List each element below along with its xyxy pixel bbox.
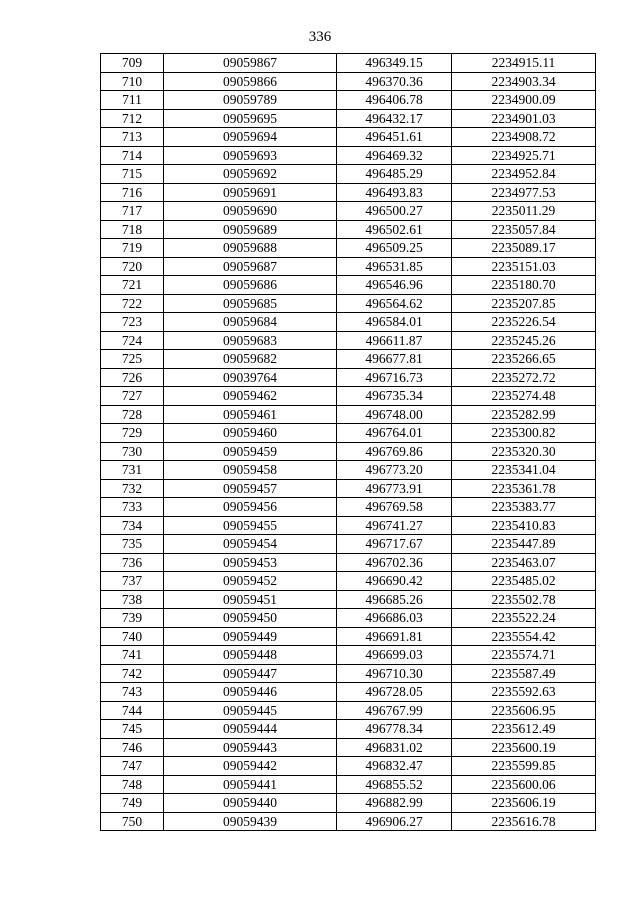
table-row (101, 683, 596, 702)
row-index-cell: 735 (101, 535, 164, 554)
table-row (101, 498, 596, 517)
x-coordinate-cell: 496882.99 (337, 794, 452, 813)
y-coordinate-cell: 2235245.26 (452, 331, 596, 350)
point-id-cell: 09059686 (164, 276, 337, 295)
table-row (101, 331, 596, 350)
table-row (101, 276, 596, 295)
table-row (101, 590, 596, 609)
point-id-cell: 09059452 (164, 572, 337, 591)
y-coordinate-cell: 2235300.82 (452, 424, 596, 443)
y-coordinate-cell: 2235600.19 (452, 738, 596, 757)
row-index-cell: 724 (101, 331, 164, 350)
y-coordinate-cell: 2235274.48 (452, 387, 596, 406)
y-coordinate-cell: 2235341.04 (452, 461, 596, 480)
coordinates-table-body (101, 54, 596, 831)
point-id-cell: 09059445 (164, 701, 337, 720)
table-row (101, 54, 596, 73)
row-index-cell: 732 (101, 479, 164, 498)
x-coordinate-cell: 496741.27 (337, 516, 452, 535)
row-index-cell: 731 (101, 461, 164, 480)
x-coordinate-cell: 496769.58 (337, 498, 452, 517)
y-coordinate-cell: 2235574.71 (452, 646, 596, 665)
x-coordinate-cell: 496686.03 (337, 609, 452, 628)
y-coordinate-cell: 2235011.29 (452, 202, 596, 221)
x-coordinate-cell: 496769.86 (337, 442, 452, 461)
y-coordinate-cell: 2234908.72 (452, 128, 596, 147)
x-coordinate-cell: 496485.29 (337, 165, 452, 184)
y-coordinate-cell: 2235151.03 (452, 257, 596, 276)
row-index-cell: 745 (101, 720, 164, 739)
table-row (101, 109, 596, 128)
point-id-cell: 09059691 (164, 183, 337, 202)
x-coordinate-cell: 496502.61 (337, 220, 452, 239)
x-coordinate-cell: 496685.26 (337, 590, 452, 609)
table-row (101, 387, 596, 406)
table-row (101, 424, 596, 443)
point-id-cell: 09039764 (164, 368, 337, 387)
row-index-cell: 725 (101, 350, 164, 369)
table-row (101, 146, 596, 165)
y-coordinate-cell: 2235485.02 (452, 572, 596, 591)
row-index-cell: 721 (101, 276, 164, 295)
y-coordinate-cell: 2235522.24 (452, 609, 596, 628)
row-index-cell: 748 (101, 775, 164, 794)
table-row (101, 701, 596, 720)
table-row (101, 368, 596, 387)
table-row (101, 664, 596, 683)
point-id-cell: 09059789 (164, 91, 337, 110)
y-coordinate-cell: 2235383.77 (452, 498, 596, 517)
y-coordinate-cell: 2235272.72 (452, 368, 596, 387)
y-coordinate-cell: 2235463.07 (452, 553, 596, 572)
table-row (101, 646, 596, 665)
x-coordinate-cell: 496832.47 (337, 757, 452, 776)
row-index-cell: 743 (101, 683, 164, 702)
point-id-cell: 09059450 (164, 609, 337, 628)
y-coordinate-cell: 2235089.17 (452, 239, 596, 258)
x-coordinate-cell: 496767.99 (337, 701, 452, 720)
x-coordinate-cell: 496564.62 (337, 294, 452, 313)
y-coordinate-cell: 2235616.78 (452, 812, 596, 831)
point-id-cell: 09059441 (164, 775, 337, 794)
row-index-cell: 726 (101, 368, 164, 387)
row-index-cell: 723 (101, 313, 164, 332)
x-coordinate-cell: 496509.25 (337, 239, 452, 258)
y-coordinate-cell: 2234925.71 (452, 146, 596, 165)
row-index-cell: 742 (101, 664, 164, 683)
x-coordinate-cell: 496717.67 (337, 535, 452, 554)
row-index-cell: 746 (101, 738, 164, 757)
point-id-cell: 09059683 (164, 331, 337, 350)
table-row (101, 294, 596, 313)
x-coordinate-cell: 496493.83 (337, 183, 452, 202)
y-coordinate-cell: 2235606.95 (452, 701, 596, 720)
coordinates-table (100, 53, 596, 831)
x-coordinate-cell: 496710.30 (337, 664, 452, 683)
table-row (101, 239, 596, 258)
row-index-cell: 737 (101, 572, 164, 591)
table-row (101, 553, 596, 572)
row-index-cell: 710 (101, 72, 164, 91)
row-index-cell: 733 (101, 498, 164, 517)
point-id-cell: 09059457 (164, 479, 337, 498)
point-id-cell: 09059458 (164, 461, 337, 480)
x-coordinate-cell: 496677.81 (337, 350, 452, 369)
point-id-cell: 09059690 (164, 202, 337, 221)
row-index-cell: 713 (101, 128, 164, 147)
point-id-cell: 09059442 (164, 757, 337, 776)
point-id-cell: 09059456 (164, 498, 337, 517)
point-id-cell: 09059688 (164, 239, 337, 258)
table-row (101, 516, 596, 535)
x-coordinate-cell: 496773.20 (337, 461, 452, 480)
row-index-cell: 720 (101, 257, 164, 276)
table-row (101, 405, 596, 424)
row-index-cell: 736 (101, 553, 164, 572)
point-id-cell: 09059459 (164, 442, 337, 461)
table-row (101, 313, 596, 332)
x-coordinate-cell: 496855.52 (337, 775, 452, 794)
table-row (101, 757, 596, 776)
table-row (101, 91, 596, 110)
y-coordinate-cell: 2234901.03 (452, 109, 596, 128)
y-coordinate-cell: 2235447.89 (452, 535, 596, 554)
row-index-cell: 715 (101, 165, 164, 184)
row-index-cell: 709 (101, 54, 164, 73)
point-id-cell: 09059695 (164, 109, 337, 128)
x-coordinate-cell: 496531.85 (337, 257, 452, 276)
table-row (101, 72, 596, 91)
y-coordinate-cell: 2235226.54 (452, 313, 596, 332)
y-coordinate-cell: 2235612.49 (452, 720, 596, 739)
y-coordinate-cell: 2235502.78 (452, 590, 596, 609)
point-id-cell: 09059866 (164, 72, 337, 91)
x-coordinate-cell: 496699.03 (337, 646, 452, 665)
point-id-cell: 09059461 (164, 405, 337, 424)
row-index-cell: 727 (101, 387, 164, 406)
row-index-cell: 750 (101, 812, 164, 831)
table-row (101, 165, 596, 184)
table-row (101, 479, 596, 498)
x-coordinate-cell: 496728.05 (337, 683, 452, 702)
y-coordinate-cell: 2235410.83 (452, 516, 596, 535)
point-id-cell: 09059867 (164, 54, 337, 73)
x-coordinate-cell: 496764.01 (337, 424, 452, 443)
row-index-cell: 722 (101, 294, 164, 313)
y-coordinate-cell: 2235361.78 (452, 479, 596, 498)
point-id-cell: 09059449 (164, 627, 337, 646)
y-coordinate-cell: 2235282.99 (452, 405, 596, 424)
y-coordinate-cell: 2235180.70 (452, 276, 596, 295)
point-id-cell: 09059460 (164, 424, 337, 443)
y-coordinate-cell: 2234977.53 (452, 183, 596, 202)
table-row (101, 535, 596, 554)
point-id-cell: 09059453 (164, 553, 337, 572)
table-row (101, 128, 596, 147)
row-index-cell: 738 (101, 590, 164, 609)
row-index-cell: 749 (101, 794, 164, 813)
row-index-cell: 734 (101, 516, 164, 535)
y-coordinate-cell: 2235600.06 (452, 775, 596, 794)
point-id-cell: 09059693 (164, 146, 337, 165)
row-index-cell: 728 (101, 405, 164, 424)
row-index-cell: 711 (101, 91, 164, 110)
x-coordinate-cell: 496349.15 (337, 54, 452, 73)
row-index-cell: 744 (101, 701, 164, 720)
point-id-cell: 09059692 (164, 165, 337, 184)
x-coordinate-cell: 496690.42 (337, 572, 452, 591)
point-id-cell: 09059451 (164, 590, 337, 609)
table-row (101, 627, 596, 646)
x-coordinate-cell: 496831.02 (337, 738, 452, 757)
point-id-cell: 09059448 (164, 646, 337, 665)
x-coordinate-cell: 496406.78 (337, 91, 452, 110)
table-row (101, 461, 596, 480)
table-row (101, 202, 596, 221)
x-coordinate-cell: 496432.17 (337, 109, 452, 128)
x-coordinate-cell: 496735.34 (337, 387, 452, 406)
y-coordinate-cell: 2234915.11 (452, 54, 596, 73)
x-coordinate-cell: 496611.87 (337, 331, 452, 350)
table-row (101, 442, 596, 461)
y-coordinate-cell: 2235599.85 (452, 757, 596, 776)
table-row (101, 812, 596, 831)
row-index-cell: 739 (101, 609, 164, 628)
point-id-cell: 09059443 (164, 738, 337, 757)
point-id-cell: 09059694 (164, 128, 337, 147)
y-coordinate-cell: 2235592.63 (452, 683, 596, 702)
x-coordinate-cell: 496773.91 (337, 479, 452, 498)
point-id-cell: 09059682 (164, 350, 337, 369)
x-coordinate-cell: 496778.34 (337, 720, 452, 739)
page-number: 336 (308, 29, 332, 45)
point-id-cell: 09059689 (164, 220, 337, 239)
point-id-cell: 09059687 (164, 257, 337, 276)
row-index-cell: 712 (101, 109, 164, 128)
y-coordinate-cell: 2234952.84 (452, 165, 596, 184)
x-coordinate-cell: 496451.61 (337, 128, 452, 147)
row-index-cell: 729 (101, 424, 164, 443)
row-index-cell: 741 (101, 646, 164, 665)
row-index-cell: 717 (101, 202, 164, 221)
row-index-cell: 716 (101, 183, 164, 202)
x-coordinate-cell: 496370.36 (337, 72, 452, 91)
y-coordinate-cell: 2235587.49 (452, 664, 596, 683)
y-coordinate-cell: 2235606.19 (452, 794, 596, 813)
table-row (101, 794, 596, 813)
x-coordinate-cell: 496748.00 (337, 405, 452, 424)
x-coordinate-cell: 496584.01 (337, 313, 452, 332)
table-row (101, 738, 596, 757)
table-row (101, 609, 596, 628)
point-id-cell: 09059685 (164, 294, 337, 313)
point-id-cell: 09059446 (164, 683, 337, 702)
point-id-cell: 09059455 (164, 516, 337, 535)
table-row (101, 257, 596, 276)
table-row (101, 775, 596, 794)
table-row (101, 720, 596, 739)
point-id-cell: 09059447 (164, 664, 337, 683)
row-index-cell: 730 (101, 442, 164, 461)
row-index-cell: 747 (101, 757, 164, 776)
y-coordinate-cell: 2235207.85 (452, 294, 596, 313)
point-id-cell: 09059440 (164, 794, 337, 813)
point-id-cell: 09059444 (164, 720, 337, 739)
table-row (101, 572, 596, 591)
table-row (101, 350, 596, 369)
row-index-cell: 714 (101, 146, 164, 165)
y-coordinate-cell: 2234900.09 (452, 91, 596, 110)
point-id-cell: 09059462 (164, 387, 337, 406)
x-coordinate-cell: 496546.96 (337, 276, 452, 295)
x-coordinate-cell: 496500.27 (337, 202, 452, 221)
y-coordinate-cell: 2234903.34 (452, 72, 596, 91)
y-coordinate-cell: 2235554.42 (452, 627, 596, 646)
point-id-cell: 09059439 (164, 812, 337, 831)
x-coordinate-cell: 496906.27 (337, 812, 452, 831)
table-row (101, 183, 596, 202)
x-coordinate-cell: 496702.36 (337, 553, 452, 572)
row-index-cell: 740 (101, 627, 164, 646)
y-coordinate-cell: 2235320.30 (452, 442, 596, 461)
point-id-cell: 09059684 (164, 313, 337, 332)
x-coordinate-cell: 496716.73 (337, 368, 452, 387)
y-coordinate-cell: 2235057.84 (452, 220, 596, 239)
table-row (101, 220, 596, 239)
y-coordinate-cell: 2235266.65 (452, 350, 596, 369)
x-coordinate-cell: 496469.32 (337, 146, 452, 165)
x-coordinate-cell: 496691.81 (337, 627, 452, 646)
row-index-cell: 719 (101, 239, 164, 258)
row-index-cell: 718 (101, 220, 164, 239)
point-id-cell: 09059454 (164, 535, 337, 554)
